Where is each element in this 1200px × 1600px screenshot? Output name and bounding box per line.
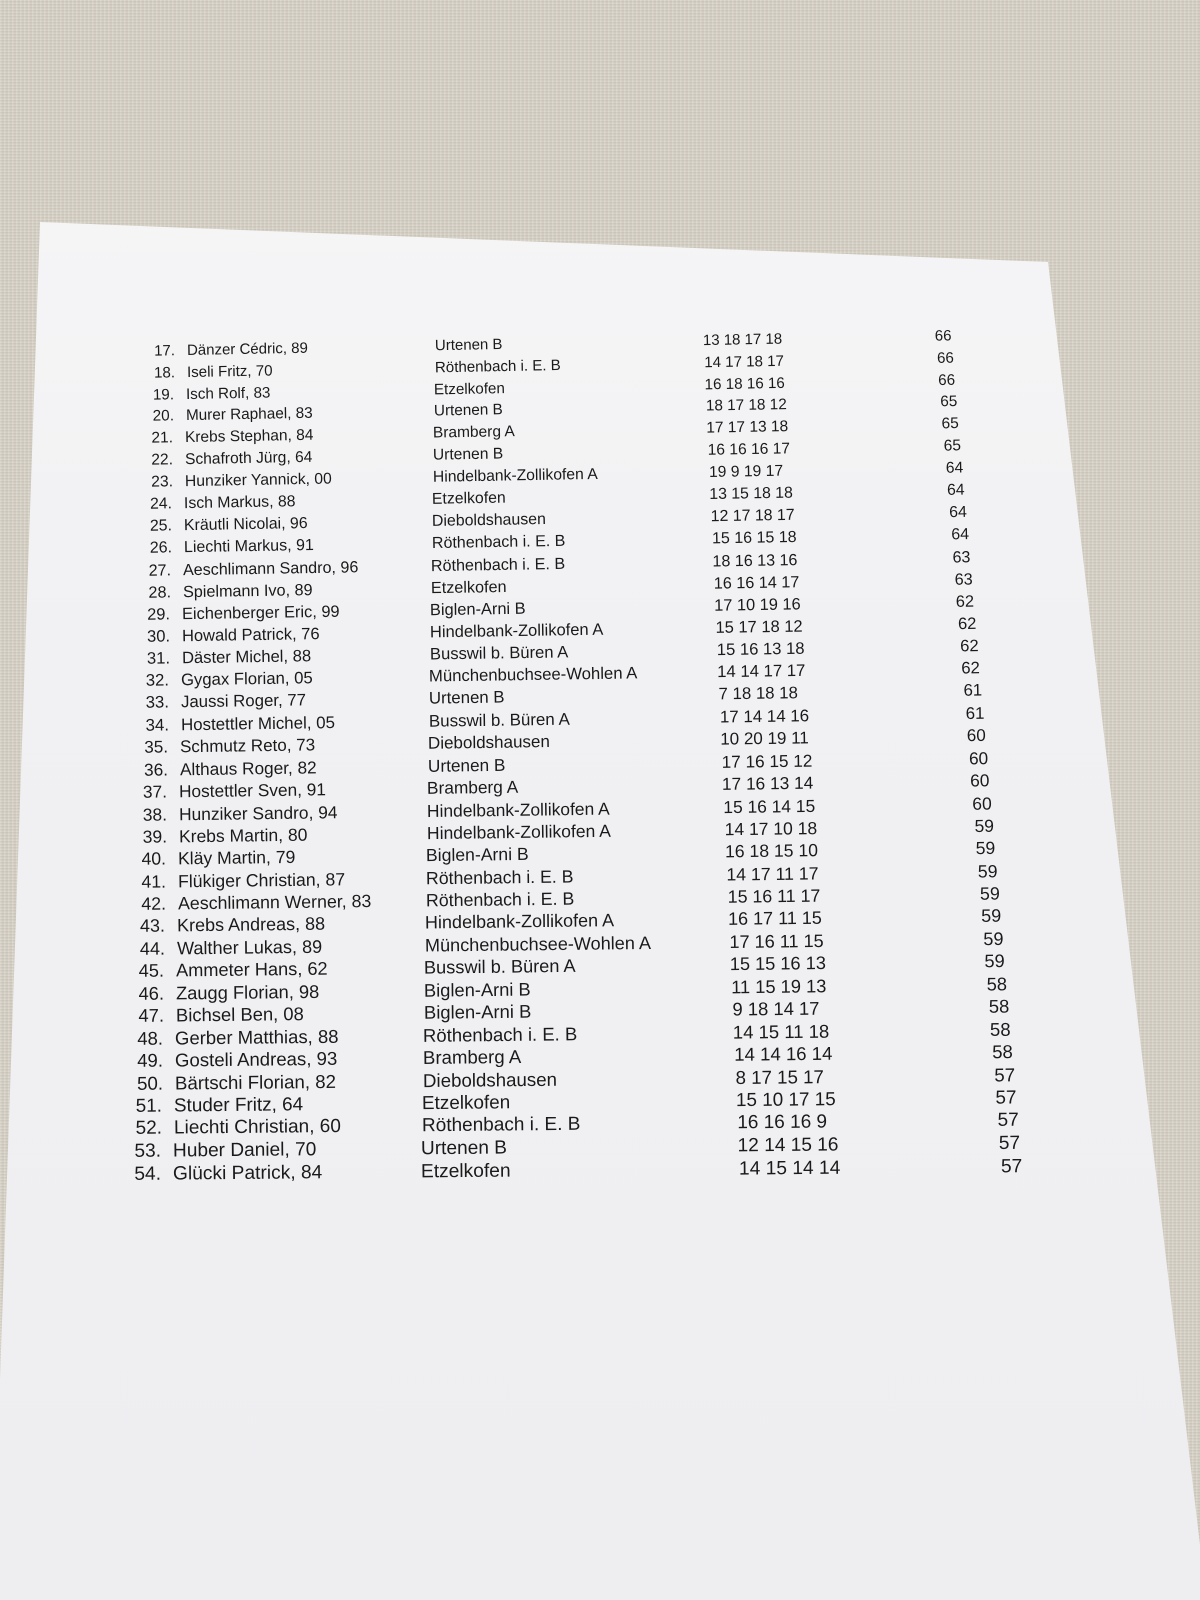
scores-cell: 16 16 16 9 bbox=[736, 1111, 827, 1134]
club-cell: Etzelkofen bbox=[422, 1091, 511, 1114]
rank-cell: 21. bbox=[151, 429, 174, 447]
rank-cell: 22. bbox=[151, 451, 174, 469]
name-cell: Huber Daniel, 70 bbox=[173, 1139, 317, 1162]
total-cell: 59 bbox=[982, 928, 1004, 949]
total-cell: 57 bbox=[1000, 1155, 1023, 1178]
scores-cell: 16 18 15 10 bbox=[725, 840, 819, 862]
total-cell: 60 bbox=[966, 725, 987, 745]
name-cell: Flükiger Christian, 87 bbox=[177, 868, 346, 891]
total-cell: 62 bbox=[959, 636, 979, 656]
scores-cell: 14 14 17 17 bbox=[717, 661, 806, 682]
rank-cell: 17. bbox=[153, 342, 176, 360]
club-cell: Röthenbach i. E. B bbox=[434, 356, 561, 377]
total-cell: 66 bbox=[934, 327, 952, 345]
total-cell: 59 bbox=[975, 838, 996, 859]
club-cell: Etzelkofen bbox=[432, 489, 507, 508]
scores-cell: 18 17 18 12 bbox=[705, 396, 787, 415]
scores-cell: 15 16 14 15 bbox=[723, 795, 816, 817]
rank-cell: 54. bbox=[134, 1163, 162, 1185]
scores-cell: 15 10 17 15 bbox=[735, 1088, 836, 1111]
total-cell: 66 bbox=[938, 371, 956, 389]
name-cell: Aeschlimann Werner, 83 bbox=[177, 890, 372, 914]
club-cell: Hindelbank-Zollikofen A bbox=[425, 910, 615, 933]
name-cell: Glücki Patrick, 84 bbox=[172, 1161, 323, 1185]
scores-cell: 10 20 19 11 bbox=[720, 728, 810, 749]
total-cell: 59 bbox=[979, 883, 1000, 904]
rank-cell: 20. bbox=[152, 407, 174, 426]
scores-cell: 14 17 11 17 bbox=[726, 862, 819, 885]
total-cell: 59 bbox=[974, 815, 994, 836]
name-cell: Ammeter Hans, 62 bbox=[176, 958, 329, 981]
scores-cell: 9 18 14 17 bbox=[732, 997, 820, 1020]
rank-cell: 40. bbox=[141, 848, 167, 870]
club-cell: Röthenbach i. E. B bbox=[423, 1023, 578, 1046]
name-cell: Howald Patrick, 76 bbox=[181, 625, 320, 646]
club-cell: Urtenen B bbox=[428, 687, 505, 708]
club-cell: Busswil b. Büren A bbox=[429, 642, 569, 664]
rank-cell: 44. bbox=[139, 938, 165, 959]
club-cell: Hindelbank-Zollikofen A bbox=[432, 465, 598, 486]
rank-cell: 42. bbox=[140, 893, 166, 914]
club-cell: Röthenbach i. E. B bbox=[421, 1114, 581, 1137]
name-cell: Jaussi Roger, 77 bbox=[180, 690, 307, 712]
scores-cell: 16 16 14 17 bbox=[713, 573, 800, 593]
total-cell: 60 bbox=[968, 748, 989, 769]
scores-cell: 17 10 19 16 bbox=[714, 595, 802, 615]
total-cell: 65 bbox=[940, 393, 958, 411]
club-cell: Biglen-Arni B bbox=[426, 844, 530, 866]
total-cell: 59 bbox=[977, 860, 998, 882]
scores-cell: 16 18 16 16 bbox=[704, 374, 786, 393]
scores-cell: 14 15 14 14 bbox=[738, 1157, 841, 1180]
name-cell: Kläy Martin, 79 bbox=[178, 847, 296, 869]
total-cell: 58 bbox=[991, 1041, 1013, 1063]
name-cell: Bichsel Ben, 08 bbox=[175, 1003, 304, 1026]
name-cell: Gygax Florian, 05 bbox=[181, 668, 314, 690]
total-cell: 58 bbox=[988, 995, 1010, 1018]
total-cell: 59 bbox=[981, 905, 1002, 927]
club-cell: Urtenen B bbox=[432, 445, 504, 464]
club-cell: Hindelbank-Zollikofen A bbox=[429, 620, 604, 642]
club-cell: Biglen-Arni B bbox=[430, 599, 527, 620]
rank-cell: 19. bbox=[152, 385, 175, 404]
rank-cell: 47. bbox=[137, 1004, 164, 1027]
club-cell: Busswil b. Büren A bbox=[428, 709, 570, 731]
scores-cell: 17 16 11 15 bbox=[729, 930, 824, 952]
rank-cell: 46. bbox=[138, 982, 165, 1004]
scores-cell: 12 14 15 16 bbox=[737, 1134, 839, 1157]
name-cell: Liechti Markus, 91 bbox=[183, 536, 314, 556]
club-cell: Dieboldshausen bbox=[422, 1068, 557, 1092]
club-cell: Dieboldshausen bbox=[431, 510, 547, 530]
scores-cell: 17 14 14 16 bbox=[719, 705, 809, 727]
club-cell: Münchenbuchsee-Wohlen A bbox=[424, 932, 651, 956]
rank-cell: 39. bbox=[142, 826, 167, 847]
name-cell: Studer Fritz, 64 bbox=[174, 1093, 304, 1117]
scores-cell: 12 17 18 17 bbox=[710, 506, 795, 526]
name-cell: Schmutz Reto, 73 bbox=[180, 735, 316, 757]
club-cell: Bramberg A bbox=[433, 423, 516, 442]
name-cell: Gosteli Andreas, 93 bbox=[174, 1048, 338, 1071]
rank-cell: 33. bbox=[145, 692, 170, 713]
total-cell: 57 bbox=[999, 1132, 1021, 1155]
name-cell: Zaugg Florian, 98 bbox=[175, 980, 320, 1004]
name-cell: Isch Markus, 88 bbox=[184, 493, 296, 512]
total-cell: 61 bbox=[965, 703, 985, 723]
total-cell: 64 bbox=[948, 503, 967, 521]
total-cell: 58 bbox=[986, 973, 1008, 995]
club-cell: Bramberg A bbox=[422, 1046, 522, 1069]
scores-cell: 19 9 19 17 bbox=[708, 462, 784, 481]
total-cell: 63 bbox=[952, 548, 971, 567]
name-cell: Walther Lukas, 89 bbox=[176, 936, 323, 959]
scores-cell: 15 17 18 12 bbox=[715, 617, 803, 637]
name-cell: Eichenberger Eric, 99 bbox=[182, 602, 341, 624]
name-cell: Hunziker Yannick, 00 bbox=[184, 470, 332, 491]
rank-cell: 24. bbox=[150, 495, 173, 513]
scores-cell: 14 17 10 18 bbox=[724, 817, 817, 840]
total-cell: 64 bbox=[947, 481, 966, 499]
name-cell: Krebs Andreas, 88 bbox=[177, 914, 326, 936]
club-cell: Biglen-Arni B bbox=[423, 978, 531, 1001]
name-cell: Spielmann Ivo, 89 bbox=[182, 580, 313, 601]
rank-cell: 53. bbox=[134, 1140, 162, 1162]
scores-cell: 18 16 13 16 bbox=[712, 550, 798, 571]
rank-cell: 18. bbox=[153, 363, 175, 382]
club-cell: Röthenbach i. E. B bbox=[425, 866, 574, 888]
rank-cell: 38. bbox=[142, 804, 168, 825]
rank-cell: 31. bbox=[146, 648, 170, 668]
club-cell: Urtenen B bbox=[427, 754, 506, 776]
name-cell: Iseli Fritz, 70 bbox=[186, 362, 273, 381]
name-cell: Krebs Stephan, 84 bbox=[185, 426, 315, 447]
name-cell: Liechti Christian, 60 bbox=[173, 1116, 341, 1139]
rank-cell: 29. bbox=[147, 605, 171, 624]
scores-cell: 16 16 16 17 bbox=[707, 440, 791, 459]
scores-cell: 15 16 15 18 bbox=[711, 528, 797, 548]
rank-cell: 50. bbox=[136, 1072, 163, 1094]
name-cell: Althaus Roger, 82 bbox=[179, 757, 317, 780]
total-cell: 61 bbox=[963, 680, 983, 701]
club-cell: Röthenbach i. E. B bbox=[425, 888, 574, 911]
club-cell: Dieboldshausen bbox=[428, 731, 551, 753]
scores-cell: 14 14 16 14 bbox=[733, 1043, 833, 1066]
name-cell: Schafroth Jürg, 64 bbox=[184, 448, 313, 469]
total-cell: 59 bbox=[984, 951, 1006, 972]
name-cell: Gerber Matthias, 88 bbox=[175, 1025, 339, 1049]
rank-cell: 41. bbox=[141, 871, 167, 892]
club-cell: Hindelbank-Zollikofen A bbox=[426, 820, 611, 843]
rank-cell: 25. bbox=[149, 517, 173, 535]
club-cell: Etzelkofen bbox=[434, 379, 506, 398]
total-cell: 64 bbox=[950, 525, 969, 544]
scores-cell: 7 18 18 18 bbox=[718, 683, 798, 704]
total-cell: 62 bbox=[957, 614, 977, 634]
club-cell: Röthenbach i. E. B bbox=[431, 554, 566, 575]
club-cell: Busswil b. Büren A bbox=[424, 956, 577, 978]
rank-cell: 45. bbox=[138, 960, 165, 982]
total-cell: 65 bbox=[941, 415, 960, 433]
rank-cell: 30. bbox=[146, 627, 171, 646]
club-cell: Biglen-Arni B bbox=[423, 1000, 532, 1024]
scores-cell: 17 16 15 12 bbox=[721, 750, 813, 772]
rank-cell: 28. bbox=[148, 583, 171, 602]
club-cell: Röthenbach i. E. B bbox=[431, 532, 566, 552]
total-cell: 62 bbox=[961, 658, 981, 678]
name-cell: Kräutli Nicolai, 96 bbox=[183, 514, 308, 534]
total-cell: 60 bbox=[972, 793, 992, 814]
name-cell: Krebs Martin, 80 bbox=[178, 824, 308, 847]
rank-cell: 34. bbox=[144, 714, 169, 735]
rank-cell: 51. bbox=[135, 1095, 163, 1117]
scores-cell: 11 15 19 13 bbox=[731, 975, 827, 998]
club-cell: Hindelbank-Zollikofen A bbox=[426, 798, 610, 821]
name-cell: Aeschlimann Sandro, 96 bbox=[183, 558, 359, 579]
total-cell: 66 bbox=[936, 349, 954, 367]
total-cell: 62 bbox=[956, 592, 975, 611]
total-cell: 57 bbox=[993, 1064, 1015, 1086]
name-cell: Hostettler Michel, 05 bbox=[180, 712, 335, 734]
scores-cell: 15 15 16 13 bbox=[730, 953, 827, 975]
club-cell: Urtenen B bbox=[434, 335, 503, 355]
total-cell: 63 bbox=[954, 570, 973, 589]
rank-cell: 37. bbox=[143, 781, 168, 803]
total-cell: 57 bbox=[995, 1087, 1017, 1109]
total-cell: 58 bbox=[990, 1018, 1011, 1040]
club-cell: Urtenen B bbox=[421, 1137, 508, 1160]
rank-cell: 35. bbox=[144, 737, 169, 757]
rank-cell: 36. bbox=[143, 759, 168, 780]
rank-cell: 32. bbox=[145, 670, 170, 690]
scores-cell: 17 17 13 18 bbox=[706, 418, 789, 437]
total-cell: 65 bbox=[943, 437, 962, 455]
total-cell: 64 bbox=[945, 459, 964, 477]
rank-cell: 48. bbox=[137, 1027, 164, 1049]
total-cell: 60 bbox=[970, 770, 990, 791]
scores-cell: 17 16 13 14 bbox=[722, 772, 814, 795]
club-cell: Etzelkofen bbox=[430, 577, 507, 598]
scores-cell: 16 17 11 15 bbox=[728, 908, 823, 930]
scores-cell: 14 15 11 18 bbox=[733, 1020, 830, 1043]
scores-cell: 13 18 17 18 bbox=[702, 330, 783, 350]
rank-cell: 27. bbox=[148, 561, 172, 580]
club-cell: Urtenen B bbox=[433, 401, 503, 420]
scores-cell: 15 16 11 17 bbox=[727, 885, 821, 907]
rank-cell: 23. bbox=[150, 473, 173, 491]
name-cell: Hunziker Sandro, 94 bbox=[178, 801, 338, 824]
name-cell: Isch Rolf, 83 bbox=[186, 384, 271, 403]
name-cell: Hostettler Sven, 91 bbox=[179, 779, 327, 802]
name-cell: Murer Raphael, 83 bbox=[185, 405, 313, 425]
total-cell: 57 bbox=[997, 1110, 1019, 1132]
rank-cell: 49. bbox=[136, 1050, 163, 1072]
rank-cell: 52. bbox=[135, 1117, 162, 1140]
name-cell: Däster Michel, 88 bbox=[181, 646, 311, 668]
name-cell: Bärtschi Florian, 82 bbox=[174, 1070, 336, 1094]
name-cell: Dänzer Cédric, 89 bbox=[186, 339, 309, 360]
scores-cell: 14 17 18 17 bbox=[703, 352, 784, 372]
scores-cell: 8 17 15 17 bbox=[734, 1066, 824, 1089]
scores-cell: 13 15 18 18 bbox=[709, 484, 794, 503]
club-cell: Etzelkofen bbox=[420, 1160, 511, 1183]
club-cell: Münchenbuchsee-Wohlen A bbox=[429, 663, 638, 686]
rank-cell: 26. bbox=[149, 539, 172, 557]
scores-cell: 15 16 13 18 bbox=[716, 638, 805, 660]
club-cell: Bramberg A bbox=[427, 776, 519, 799]
rank-cell: 43. bbox=[140, 915, 166, 937]
